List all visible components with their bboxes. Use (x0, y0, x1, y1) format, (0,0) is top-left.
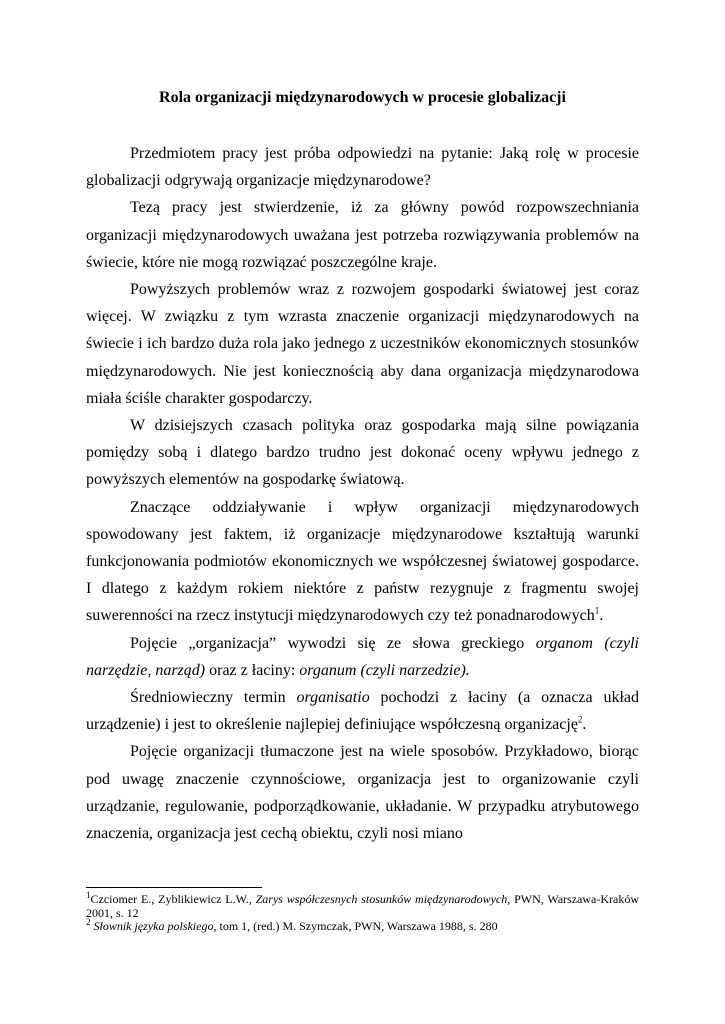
footnote-1-number: 1 (86, 890, 91, 900)
paragraph-7-b: organisatio (296, 689, 370, 707)
paragraph-2: Tezą pracy jest stwierdzenie, iż za główny powód rozpowszechniania organizacji międzynarodowych uważana jest potrzeba rozwiązywania problemów na świecie, które nie mogą rozwiązać poszczególne kraje. (86, 199, 639, 271)
document-body (86, 140, 639, 847)
paragraph-6-d: organum (czyli narzedzie). (299, 661, 470, 679)
footnotes (86, 890, 639, 934)
paragraph-1: Przedmiotem pracy jest próba odpowiedzi na pytanie: Jaką rolę w procesie globalizacji odgrywają organizacje międzynarodowe? (86, 145, 639, 190)
paragraph-7-end: . (582, 716, 587, 734)
paragraph-7-c: pochodzi z łaciny (a oznacza układ urządzenie) i jest to określenie najlepiej definiujące współczesną organizację (86, 689, 639, 734)
footnote-1-authors: Czciomer E., Zyblikiewicz L.W., (90, 892, 256, 906)
paragraph-3: Powyższych problemów wraz z rozwojem gospodarki światowej jest coraz więcej. W związku z tym wzrasta znaczenie organizacji międzynarodowych na świecie i ich bardzo duża rola jako jednego z uczestników ekonomicznych stosunków międzynarodowych. Nie jest koniecznością aby dana organizacja międzynarodowa miała ściśle charakter gospodarczy. (86, 281, 639, 407)
paragraph-6 (86, 630, 639, 684)
footnote-2 (86, 917, 639, 934)
footnote-ref-2: 2 (577, 714, 583, 725)
paragraph-4: W dzisiejszych czasach polityka oraz gospodarka mają silne powiązania pomiędzy sobą i dlatego bardzo trudno jest dokonać oceny wpływu jednego z powyższych elementów na gospodarkę światową. (86, 417, 639, 489)
paragraph-6-a: Pojęcie „organizacja” wywodzi się ze słowa greckiego (130, 634, 536, 652)
footnote-2-publisher: , tom 1, (red.) M. Szymczak, PWN, Warszawa 1988, s. 280 (213, 919, 498, 934)
paragraph-5-end: . (599, 607, 604, 625)
footnote-2-title: Słownik języka polskiego (93, 919, 214, 934)
footnote-2-number: 2 (86, 917, 91, 928)
footnote-ref-1: 1 (594, 606, 600, 617)
paragraph-7-a: Średniowieczny termin (130, 689, 297, 707)
footnote-1-publisher: , PWN, Warszawa-Kraków 2001, s. 12 (86, 892, 639, 920)
document-title: Rola organizacji międzynarodowych w procesie globalizacji (159, 89, 566, 106)
paragraph-7 (86, 684, 639, 738)
paragraph-6-c: oraz z łaciny: (205, 661, 300, 679)
paragraph-5-text: Znaczące oddziaływanie i wpływ organizacji międzynarodowych spowodowany jest faktem, iż organizacje międzynarodowe kształtują warunki funkcjonowania podmiotów ekonomicznych we współczesnej światowej gospodarce. I dlatego z każdym rokiem niektóre z państw rezygnuje z fragmentu swojej suwerenności na rzecz instytucji międzynarodowych czy też ponadnarodowych (86, 498, 639, 625)
footnote-1 (86, 890, 639, 920)
footnote-divider (86, 887, 262, 888)
paragraph-8: Pojęcie organizacji tłumaczone jest na wiele sposobów. Przykładowo, biorąc pod uwagę znaczenie czynnościowe, organizacja jest to organizowanie czyli urządzanie, regulowanie, podporządkowanie, układanie. W przypadku atrybutowego znaczenia, organizacja jest cechą obiektu, czyli nosi miano (86, 743, 639, 843)
paragraph-6-b: organom (czyli narzędzie, narząd) (86, 634, 639, 679)
paragraph-5 (86, 494, 639, 630)
footnote-1-title: Zarys współczesnych stosunków międzynarodowych (255, 892, 508, 906)
